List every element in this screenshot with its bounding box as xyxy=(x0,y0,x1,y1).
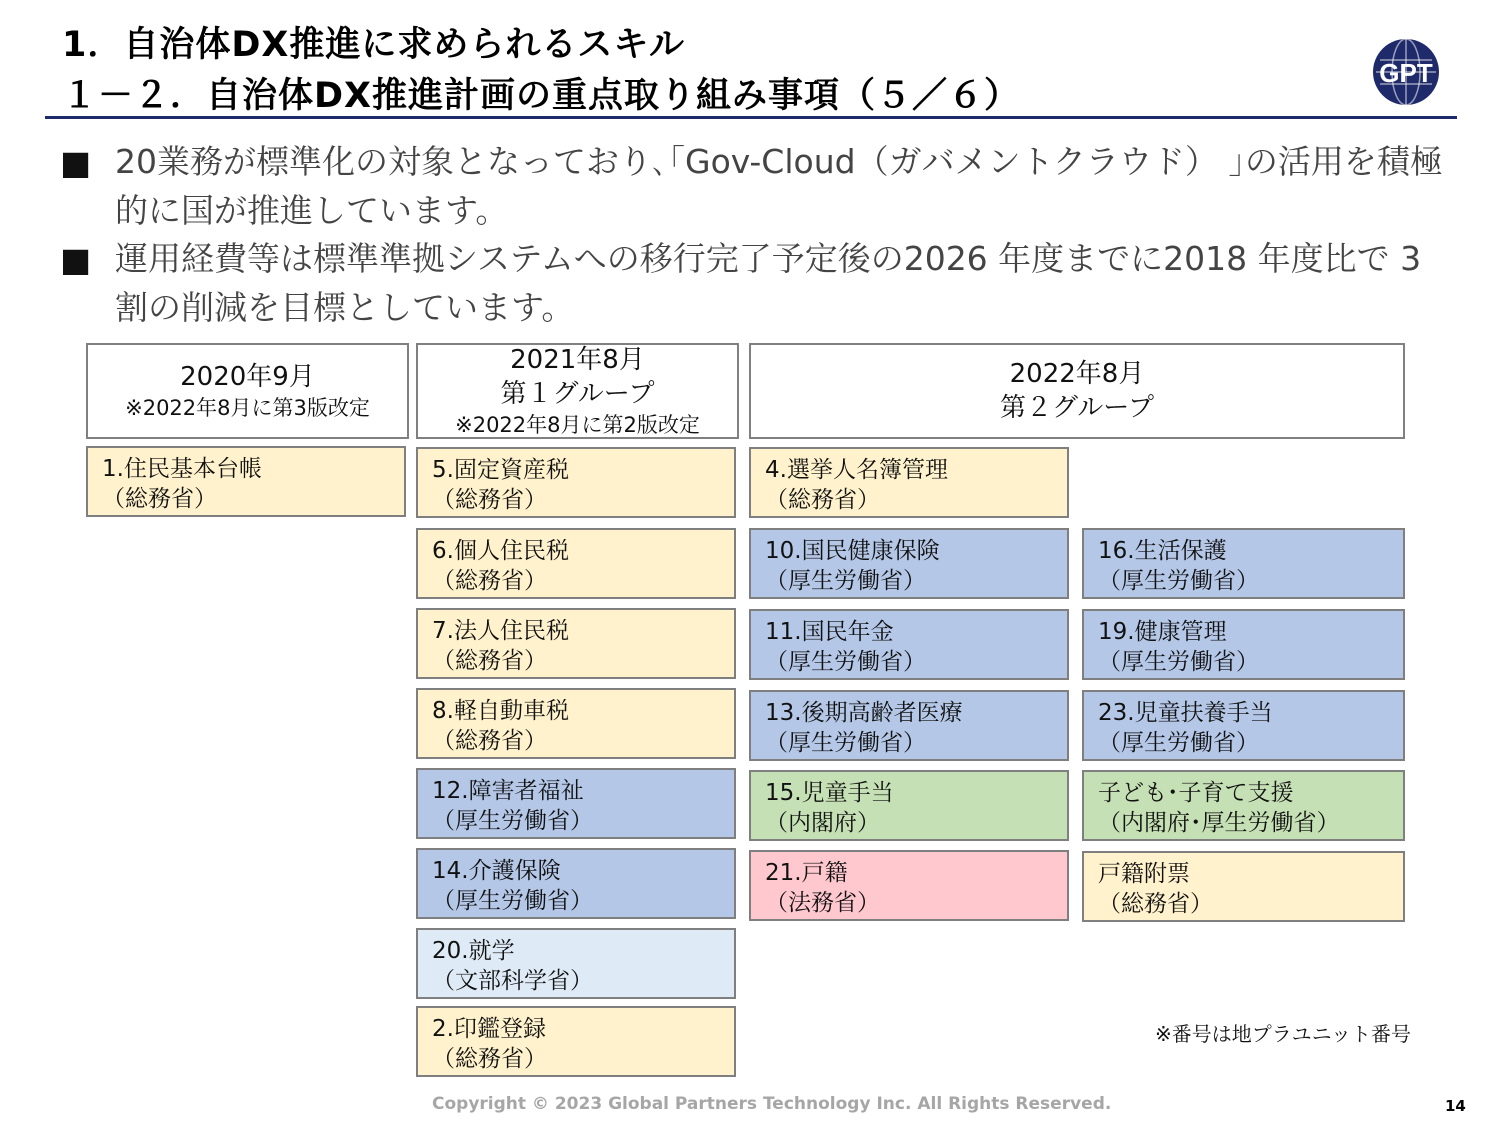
header-group: 第１グループ xyxy=(500,379,655,409)
item-name: 14.介護保険 xyxy=(432,858,561,884)
item-name: 19.健康管理 xyxy=(1098,619,1227,645)
item-ministry: （厚生労働省） xyxy=(765,730,926,756)
business-item xyxy=(1082,851,1405,922)
item-name: 23.児童扶養手当 xyxy=(1098,700,1273,726)
page-subtitle: １－２．自治体DX推進計画の重点取り組み事項（５／６） xyxy=(62,76,1021,116)
company-logo xyxy=(1370,36,1442,108)
item-ministry: （総務省） xyxy=(432,648,547,674)
business-item xyxy=(416,768,736,839)
item-ministry: （内閣府） xyxy=(765,810,880,836)
item-ministry: （総務省） xyxy=(432,568,547,594)
business-item xyxy=(749,609,1069,680)
business-item xyxy=(416,1006,736,1077)
item-ministry: （厚生労働省） xyxy=(765,568,926,594)
business-item xyxy=(1082,609,1405,680)
header-note: ※2022年8月に第2版改定 xyxy=(455,413,700,437)
copyright-text: Copyright © 2023 Global Partners Technology Inc. All Rights Reserved. xyxy=(432,1094,1112,1114)
item-name: 12.障害者福祉 xyxy=(432,778,584,804)
item-name: 8.軽自動車税 xyxy=(432,698,569,724)
item-name: 4.選挙人名簿管理 xyxy=(765,457,948,483)
item-ministry: （厚生労働省） xyxy=(1098,649,1259,675)
business-item xyxy=(1082,770,1405,841)
item-ministry: （総務省） xyxy=(765,487,880,513)
item-name: 2.印鑑登録 xyxy=(432,1016,546,1042)
item-ministry: （総務省） xyxy=(432,1046,547,1072)
header-date: 2021年8月 xyxy=(510,345,645,375)
item-name: 10.国民健康保険 xyxy=(765,538,940,564)
business-item xyxy=(749,447,1069,518)
item-name: 6.個人住民税 xyxy=(432,538,569,564)
column-header-group2 xyxy=(749,343,1405,439)
bullet-marker: ■ xyxy=(60,240,92,279)
item-ministry: （文部科学省） xyxy=(432,968,593,994)
item-name: 15.児童手当 xyxy=(765,780,894,806)
item-ministry: （総務省） xyxy=(432,487,547,513)
business-item xyxy=(416,528,736,599)
item-ministry: （厚生労働省） xyxy=(765,649,926,675)
business-item xyxy=(416,447,736,518)
column-header-group1 xyxy=(416,343,739,439)
header-date: 2020年9月 xyxy=(180,362,315,392)
business-item xyxy=(86,446,406,517)
business-item xyxy=(749,850,1069,921)
item-ministry: （総務省） xyxy=(1098,891,1213,917)
business-item xyxy=(1082,690,1405,761)
item-ministry: （厚生労働省） xyxy=(432,888,593,914)
item-name: 子ども･子育て支援 xyxy=(1098,780,1294,806)
business-item xyxy=(749,528,1069,599)
business-item xyxy=(749,690,1069,761)
business-item xyxy=(1082,528,1405,599)
business-item xyxy=(749,770,1069,841)
page-number: 14 xyxy=(1445,1097,1466,1115)
item-name: 1.住民基本台帳 xyxy=(102,456,262,482)
bullet-marker: ■ xyxy=(60,143,92,182)
item-ministry: （厚生労働省） xyxy=(1098,730,1259,756)
bullet-text-1: 20業務が標準化の対象となっており､｢Gov-Cloud（ガバメントクラウド） ｣の活用を積極的に国が推進しています。 xyxy=(115,142,1443,230)
unit-number-footnote: ※番号は地プラユニット番号 xyxy=(1155,1022,1411,1046)
business-item xyxy=(416,848,736,919)
column-header-2020 xyxy=(86,343,409,439)
item-ministry: （総務省） xyxy=(102,486,217,512)
item-name: 5.固定資産税 xyxy=(432,457,569,483)
business-item xyxy=(416,928,736,999)
item-name: 20.就学 xyxy=(432,938,515,964)
business-item xyxy=(416,608,736,679)
header-date: 2022年8月 xyxy=(1009,359,1145,389)
page-title: 1．自治体DX推進に求められるスキル xyxy=(62,25,686,65)
item-ministry: （内閣府･厚生労働省） xyxy=(1098,810,1340,836)
item-name: 21.戸籍 xyxy=(765,860,848,886)
header-note: ※2022年8月に第3版改定 xyxy=(125,396,370,420)
item-ministry: （法務省） xyxy=(765,890,880,916)
title-divider xyxy=(45,116,1457,119)
business-item xyxy=(416,688,736,759)
item-name: 戸籍附票 xyxy=(1098,861,1190,887)
item-name: 16.生活保護 xyxy=(1098,538,1227,564)
item-ministry: （厚生労働省） xyxy=(432,808,593,834)
logo-text: GPT xyxy=(1379,58,1433,88)
item-ministry: （厚生労働省） xyxy=(1098,568,1259,594)
header-group: 第２グループ xyxy=(1000,393,1154,423)
item-name: 13.後期高齢者医療 xyxy=(765,700,963,726)
item-name: 11.国民年金 xyxy=(765,619,894,645)
bullet-text-2: 運用経費等は標準準拠システムへの移行完了予定後の2026 年度までに2018 年度比で 3 割の削減を目標としています。 xyxy=(115,239,1422,327)
item-name: 7.法人住民税 xyxy=(432,618,569,644)
item-ministry: （総務省） xyxy=(432,728,547,754)
